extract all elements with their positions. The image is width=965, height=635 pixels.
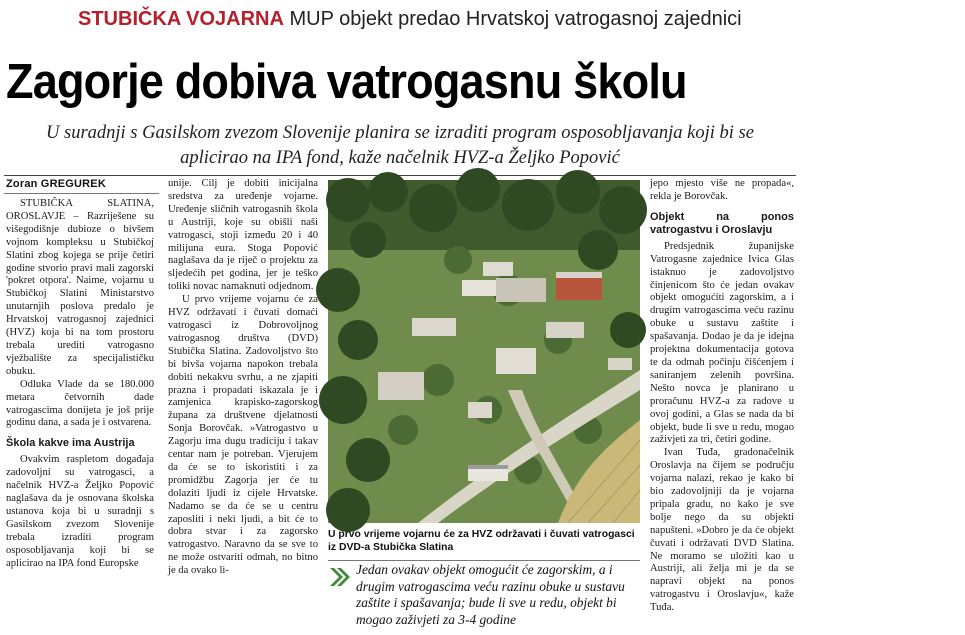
photo-credit: ZORAN GREGUREK [956,553,965,630]
paragraph: unije. Cilj je dobiti inicijalna sredstva za uređenje vojarne. Uređenje sličnih vatrogasnih škola u Austriji, koje su obišli naši vatrogasci, stoji između 20 i 40 milijuna eura. Stoga Popović naglašava da je riječ o projektu za sljedećih pet godina, jer je teško toliki novac namaknuti odjednom. [168,178,318,293]
pullquote: Jedan ovakav objekt omogućit će zagorskim, a i drugim vatrogascima veću razinu obuke u sustavu zaštite i spašavanja; bude li sve u redu, objekt bi mogao zaživjeti za 3-4 godine [356,562,625,627]
photo-caption: U prvo vrijeme vojarnu će za HVZ održavati i čuvati vatrogasci iz DVD-a Stubička Slatina [328,529,635,553]
deck: U suradnji s Gasilskom zvezom Slovenije planira se izraditi program osposobljavanja koji bi se aplicirao na IPA fond, kaže načelnik HVZ-a Željko Popović [46,123,754,168]
aerial-photo-image [328,180,640,523]
paragraph: jepo mjesto više ne propada«, rekla je Borovčak. [650,178,794,202]
kicker-text: MUP objekt predao Hrvatskoj vatrogasnoj zajednici [289,8,742,30]
byline-divider [4,193,159,194]
article-column-1 [6,198,154,570]
double-chevron-right-icon [328,566,350,588]
paragraph: Predsjednik županijske Vatrogasne zajednice Ivica Glas istaknuo je zadovoljstvo činjenicom što će jedan ovakav objekt omogućiti zagorskim, a i drugim vatrogascima veću razinu obuke u sustavu zaštite i spašavanja. Dodao je da je idejna projektna dokumentacija gotova te da odmah počinju čišćenjem i saniranjem zelenih površina. Nešto novca je planirano u proračunu HVZ-a za radove u ovoj godini, a Glas se nada da bi objekt, bude li sve u redu, mogao zaživjeti za tri, četiri godine. [650,240,794,446]
kicker-label: STUBIČKA VOJARNA [78,8,284,30]
paragraph: Ovakvim raspletom događaja zadovoljni su vatrogasci, a načelnik HVZ-a Željko Popović naglašava da je osnovana školska ustanova koja bi u suradnji s Gasilskom zvezom Slovenije trebala izraditi program osposobljavanja koji bi se aplicirao na IPA fond Europske [6,454,154,569]
headline: Zagorje dobiva vatrogasnu školu [6,55,687,109]
paragraph: Odluka Vlade da se 180.000 metara četvornih dade vatrogascima donijeta je još prije godinu dana, a sada je i ostvarena. [6,378,154,429]
paragraph: STUBIČKA SLATINA, OROSLAVJE – Razriješene su višegodišnje dubioze o bivšem vojnom kompleksu u Stubičkoj Slatini zbog kojega se prije četiri godine stvorio pravi mali zagorski 'pokret otpora'. Naime, vojarnu u Stubičkoj Slatini Ministarstvo unutarnjih poslova predalo je Hrvatskoj vatrogasnoj zajednici (HVZ) koja bi na tom prostoru trebala urediti vatrogasno vježbalište za specijalističku obuku. [6,198,154,377]
byline: Zoran GREGUREK [6,178,106,190]
article-column-2 [168,178,318,578]
pullquote-divider [328,560,640,561]
kicker [78,6,742,32]
paragraph: Ivan Tuđa, gradonačelnik Oroslavja na čijem se području vojarna nalazi, rekao je kako bi bio zadovoljniji da je vojarna pripala gradu, no kako je sve bolje nego da su objekti napušteni. »Dobro je da će objekt čuvati i održavati DVD Slatina. Ne moramo se uložiti kao u Austriji, ali želja mi je da se napravi objekt na ponos vatrogastvu i Oroslavju«, kaže Tuđa. [650,447,794,614]
subheading: Objekt na ponos vatrogastvu i Oroslavju [650,210,794,236]
subheading: Škola kakve ima Austrija [6,437,135,450]
paragraph: U prvo vrijeme vojarnu će za HVZ održavati i čuvati domaći vatrogasci iz Dobrovoljnog vatrogasnog društva (DVD) Stubička Slatina. Zadovoljstvo što bi bivša vojarna napokon trebala dobiti nekakvu svrhu, a ne zjapiti prazna i propadati iskazala je i zamjenica krapisko-zagorskog župana za društvene djelatnosti Sonja Borovčak. »Vatrogastvo u Zagorju ima dugu tradiciju i takav centar nam je potreban. Vjerujem da će se to iskoristiti i za promidžbu Zagorja jer će tu dolaziti ljudi iz cijele Hrvatske. Nadamo se da će se u centru zaposliti i neki ljudi, a bit će to dobra stvar i za zagorsko vatrogastvo. Naravno da se sve to ne može ostvariti odmah, no bitno je da ovako li- [168,294,318,577]
header-divider [4,175,796,176]
article-column-4 [650,178,794,615]
